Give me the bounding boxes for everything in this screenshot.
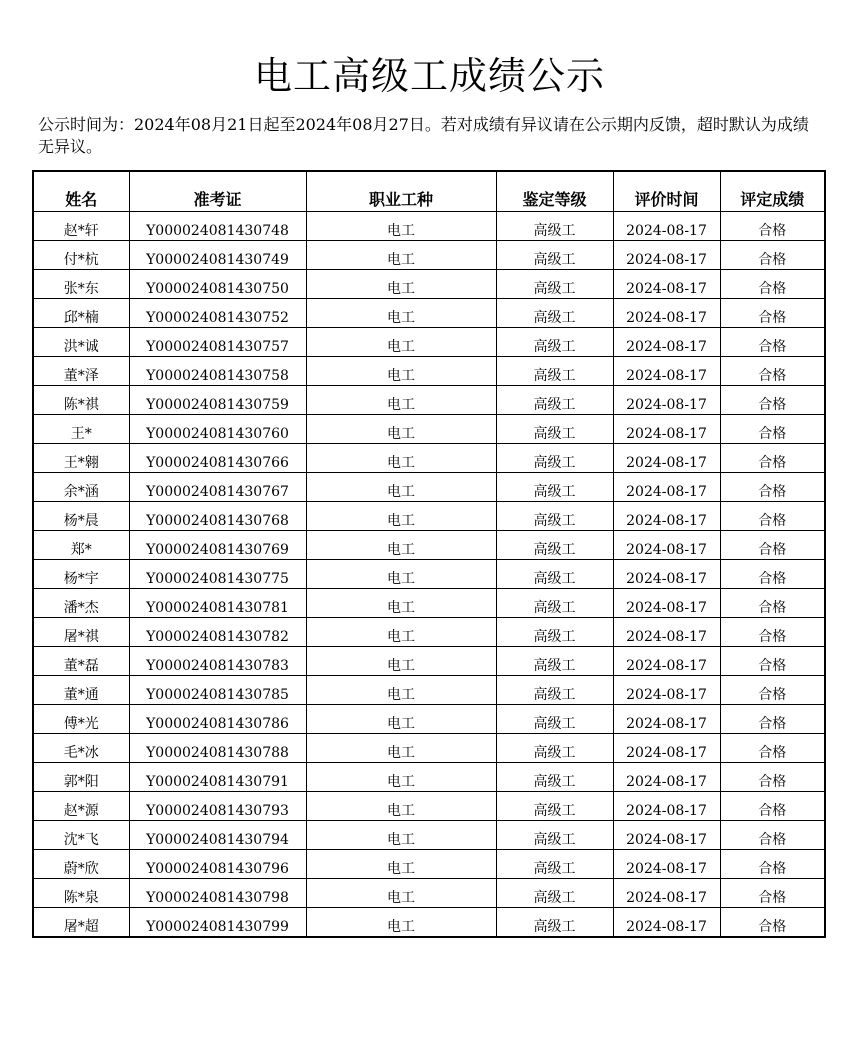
cell-name: 陈*祺: [33, 386, 129, 415]
cell-name: 赵*源: [33, 792, 129, 821]
cell-occupation: 电工: [306, 879, 496, 908]
cell-ticket-number: Y000024081430793: [129, 792, 306, 821]
cell-result: 合格: [720, 734, 825, 763]
table-row: [33, 328, 825, 357]
cell-ticket-number: Y000024081430798: [129, 879, 306, 908]
header-result: 评定成绩: [720, 171, 825, 212]
cell-evaluation-date: 2024-08-17: [613, 212, 720, 241]
cell-grade-level: 高级工: [496, 270, 613, 299]
cell-result: 合格: [720, 386, 825, 415]
cell-occupation: 电工: [306, 647, 496, 676]
cell-ticket-number: Y000024081430781: [129, 589, 306, 618]
cell-evaluation-date: 2024-08-17: [613, 618, 720, 647]
cell-evaluation-date: 2024-08-17: [613, 299, 720, 328]
cell-ticket-number: Y000024081430760: [129, 415, 306, 444]
notice-text: 公示时间为：2024年08月21日起至2024年08月27日。若对成绩有异议请在公示期内反馈，超时默认为成绩无异议。: [38, 115, 809, 156]
cell-occupation: 电工: [306, 299, 496, 328]
table-row: [33, 618, 825, 647]
cell-result: 合格: [720, 647, 825, 676]
cell-result: 合格: [720, 270, 825, 299]
cell-occupation: 电工: [306, 705, 496, 734]
cell-name: 杨*晨: [33, 502, 129, 531]
cell-result: 合格: [720, 792, 825, 821]
table-row: [33, 386, 825, 415]
cell-ticket-number: Y000024081430750: [129, 270, 306, 299]
cell-grade-level: 高级工: [496, 792, 613, 821]
cell-name: 傅*光: [33, 705, 129, 734]
cell-result: 合格: [720, 531, 825, 560]
cell-name: 屠*超: [33, 908, 129, 938]
cell-evaluation-date: 2024-08-17: [613, 589, 720, 618]
cell-ticket-number: Y000024081430783: [129, 647, 306, 676]
cell-result: 合格: [720, 879, 825, 908]
cell-result: 合格: [720, 502, 825, 531]
cell-grade-level: 高级工: [496, 676, 613, 705]
cell-evaluation-date: 2024-08-17: [613, 763, 720, 792]
cell-result: 合格: [720, 212, 825, 241]
cell-result: 合格: [720, 241, 825, 270]
cell-grade-level: 高级工: [496, 618, 613, 647]
cell-evaluation-date: 2024-08-17: [613, 415, 720, 444]
cell-result: 合格: [720, 328, 825, 357]
cell-evaluation-date: 2024-08-17: [613, 879, 720, 908]
cell-evaluation-date: 2024-08-17: [613, 705, 720, 734]
cell-grade-level: 高级工: [496, 734, 613, 763]
cell-occupation: 电工: [306, 531, 496, 560]
cell-grade-level: 高级工: [496, 241, 613, 270]
cell-ticket-number: Y000024081430791: [129, 763, 306, 792]
cell-occupation: 电工: [306, 676, 496, 705]
table-row: [33, 821, 825, 850]
cell-ticket-number: Y000024081430786: [129, 705, 306, 734]
cell-ticket-number: Y000024081430748: [129, 212, 306, 241]
table-row: [33, 734, 825, 763]
cell-grade-level: 高级工: [496, 444, 613, 473]
table-row: [33, 647, 825, 676]
cell-ticket-number: Y000024081430785: [129, 676, 306, 705]
cell-grade-level: 高级工: [496, 386, 613, 415]
cell-name: 赵*轩: [33, 212, 129, 241]
cell-result: 合格: [720, 676, 825, 705]
cell-result: 合格: [720, 705, 825, 734]
cell-name: 洪*诚: [33, 328, 129, 357]
cell-name: 张*东: [33, 270, 129, 299]
cell-evaluation-date: 2024-08-17: [613, 502, 720, 531]
cell-name: 沈*飞: [33, 821, 129, 850]
cell-ticket-number: Y000024081430769: [129, 531, 306, 560]
cell-ticket-number: Y000024081430796: [129, 850, 306, 879]
cell-result: 合格: [720, 560, 825, 589]
cell-evaluation-date: 2024-08-17: [613, 444, 720, 473]
cell-name: 付*杭: [33, 241, 129, 270]
cell-grade-level: 高级工: [496, 589, 613, 618]
table-row: [33, 502, 825, 531]
cell-grade-level: 高级工: [496, 415, 613, 444]
cell-evaluation-date: 2024-08-17: [613, 560, 720, 589]
cell-grade-level: 高级工: [496, 531, 613, 560]
cell-result: 合格: [720, 589, 825, 618]
table-row: [33, 444, 825, 473]
cell-occupation: 电工: [306, 415, 496, 444]
cell-occupation: 电工: [306, 734, 496, 763]
cell-name: 屠*祺: [33, 618, 129, 647]
cell-name: 邱*楠: [33, 299, 129, 328]
header-ticket-number: 准考证: [129, 171, 306, 212]
cell-evaluation-date: 2024-08-17: [613, 241, 720, 270]
cell-grade-level: 高级工: [496, 560, 613, 589]
table-row: [33, 212, 825, 241]
cell-name: 王*翱: [33, 444, 129, 473]
cell-ticket-number: Y000024081430782: [129, 618, 306, 647]
cell-name: 董*泽: [33, 357, 129, 386]
cell-occupation: 电工: [306, 821, 496, 850]
cell-evaluation-date: 2024-08-17: [613, 734, 720, 763]
cell-name: 陈*泉: [33, 879, 129, 908]
cell-occupation: 电工: [306, 560, 496, 589]
cell-result: 合格: [720, 444, 825, 473]
cell-grade-level: 高级工: [496, 705, 613, 734]
cell-result: 合格: [720, 908, 825, 938]
cell-grade-level: 高级工: [496, 473, 613, 502]
table-row: [33, 705, 825, 734]
table-row: [33, 357, 825, 386]
cell-result: 合格: [720, 299, 825, 328]
cell-result: 合格: [720, 357, 825, 386]
cell-grade-level: 高级工: [496, 850, 613, 879]
header-evaluation-date: 评价时间: [613, 171, 720, 212]
table-header-row: [33, 171, 825, 212]
cell-name: 余*涵: [33, 473, 129, 502]
table-row: [33, 560, 825, 589]
results-table: [32, 170, 826, 938]
cell-evaluation-date: 2024-08-17: [613, 328, 720, 357]
table-row: [33, 589, 825, 618]
cell-ticket-number: Y000024081430799: [129, 908, 306, 938]
cell-grade-level: 高级工: [496, 763, 613, 792]
cell-occupation: 电工: [306, 212, 496, 241]
cell-grade-level: 高级工: [496, 357, 613, 386]
cell-grade-level: 高级工: [496, 908, 613, 938]
cell-name: 郭*阳: [33, 763, 129, 792]
cell-occupation: 电工: [306, 444, 496, 473]
cell-occupation: 电工: [306, 763, 496, 792]
cell-ticket-number: Y000024081430766: [129, 444, 306, 473]
cell-name: 董*通: [33, 676, 129, 705]
cell-result: 合格: [720, 618, 825, 647]
cell-result: 合格: [720, 415, 825, 444]
cell-result: 合格: [720, 821, 825, 850]
cell-name: 毛*冰: [33, 734, 129, 763]
cell-occupation: 电工: [306, 386, 496, 415]
table-row: [33, 415, 825, 444]
cell-occupation: 电工: [306, 792, 496, 821]
table-row: [33, 270, 825, 299]
header-occupation: 职业工种: [306, 171, 496, 212]
cell-evaluation-date: 2024-08-17: [613, 676, 720, 705]
header-grade-level: 鉴定等级: [496, 171, 613, 212]
cell-ticket-number: Y000024081430749: [129, 241, 306, 270]
cell-occupation: 电工: [306, 850, 496, 879]
cell-name: 蔚*欣: [33, 850, 129, 879]
table-row: [33, 763, 825, 792]
cell-occupation: 电工: [306, 473, 496, 502]
cell-ticket-number: Y000024081430759: [129, 386, 306, 415]
cell-evaluation-date: 2024-08-17: [613, 531, 720, 560]
cell-occupation: 电工: [306, 270, 496, 299]
cell-name: 潘*杰: [33, 589, 129, 618]
cell-occupation: 电工: [306, 589, 496, 618]
cell-name: 郑*: [33, 531, 129, 560]
cell-name: 杨*宇: [33, 560, 129, 589]
cell-evaluation-date: 2024-08-17: [613, 647, 720, 676]
cell-ticket-number: Y000024081430768: [129, 502, 306, 531]
cell-occupation: 电工: [306, 357, 496, 386]
cell-ticket-number: Y000024081430775: [129, 560, 306, 589]
cell-result: 合格: [720, 473, 825, 502]
cell-occupation: 电工: [306, 241, 496, 270]
cell-name: 王*: [33, 415, 129, 444]
cell-evaluation-date: 2024-08-17: [613, 821, 720, 850]
cell-grade-level: 高级工: [496, 328, 613, 357]
cell-evaluation-date: 2024-08-17: [613, 386, 720, 415]
cell-occupation: 电工: [306, 618, 496, 647]
cell-grade-level: 高级工: [496, 647, 613, 676]
table-body: [33, 212, 825, 938]
table-row: [33, 531, 825, 560]
cell-result: 合格: [720, 850, 825, 879]
cell-evaluation-date: 2024-08-17: [613, 908, 720, 938]
cell-grade-level: 高级工: [496, 502, 613, 531]
cell-ticket-number: Y000024081430794: [129, 821, 306, 850]
page-title: 电工高级工成绩公示: [253, 54, 605, 98]
cell-occupation: 电工: [306, 502, 496, 531]
table-row: [33, 908, 825, 938]
table-row: [33, 792, 825, 821]
cell-ticket-number: Y000024081430758: [129, 357, 306, 386]
table-row: [33, 850, 825, 879]
cell-name: 董*磊: [33, 647, 129, 676]
cell-occupation: 电工: [306, 908, 496, 938]
cell-grade-level: 高级工: [496, 299, 613, 328]
cell-evaluation-date: 2024-08-17: [613, 270, 720, 299]
cell-ticket-number: Y000024081430752: [129, 299, 306, 328]
cell-grade-level: 高级工: [496, 212, 613, 241]
cell-ticket-number: Y000024081430757: [129, 328, 306, 357]
cell-evaluation-date: 2024-08-17: [613, 473, 720, 502]
table-row: [33, 473, 825, 502]
cell-grade-level: 高级工: [496, 821, 613, 850]
table-row: [33, 241, 825, 270]
header-name: 姓名: [33, 171, 129, 212]
cell-evaluation-date: 2024-08-17: [613, 792, 720, 821]
cell-ticket-number: Y000024081430788: [129, 734, 306, 763]
cell-grade-level: 高级工: [496, 879, 613, 908]
table-row: [33, 676, 825, 705]
cell-occupation: 电工: [306, 328, 496, 357]
cell-evaluation-date: 2024-08-17: [613, 850, 720, 879]
cell-evaluation-date: 2024-08-17: [613, 357, 720, 386]
cell-ticket-number: Y000024081430767: [129, 473, 306, 502]
table-row: [33, 879, 825, 908]
cell-result: 合格: [720, 763, 825, 792]
table-row: [33, 299, 825, 328]
